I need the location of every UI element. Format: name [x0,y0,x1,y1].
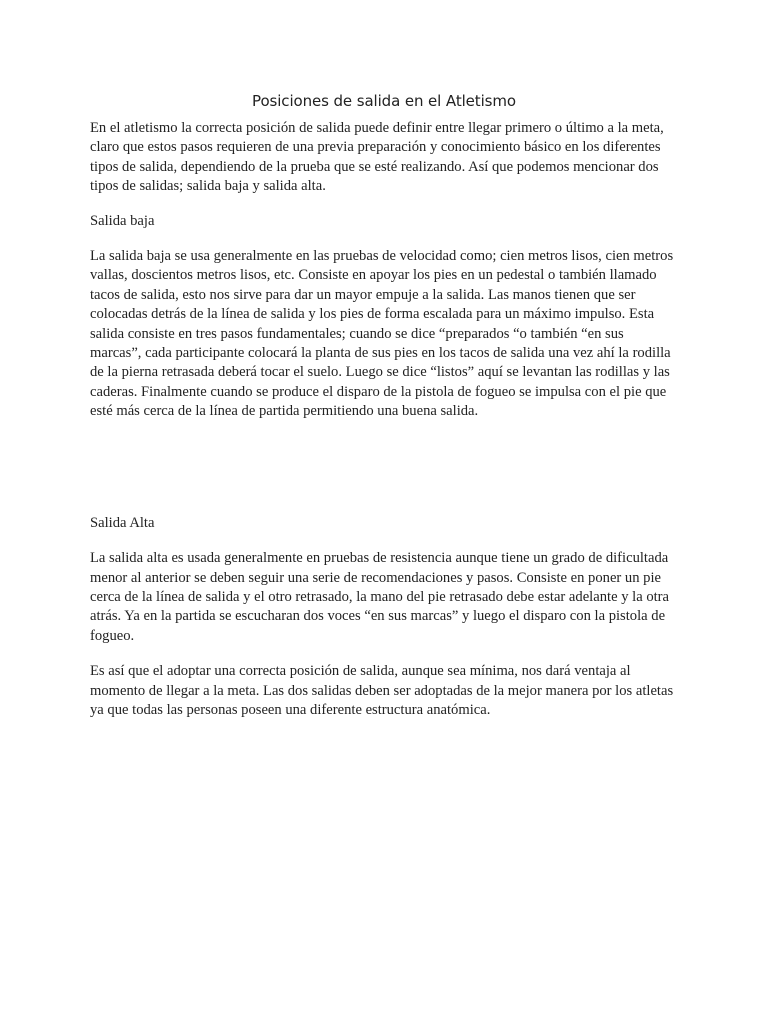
document-page [90,92,678,720]
spacer [90,533,678,549]
section-heading-salida-baja: Salida baja [90,212,155,229]
spacer [90,422,678,514]
document-title: Posiciones de salida en el Atletismo [252,92,516,110]
section-heading-salida-alta: Salida Alta [90,514,155,531]
spacer [90,197,678,212]
spacer [90,231,678,247]
salida-baja-paragraph: La salida baja se usa generalmente en las pruebas de velocidad como; cien metros lisos, cien metros vallas, doscientos metros lisos, etc. Consiste en apoyar los pies en un pedestal o también llamado tacos de salida, esto nos sirve para dar un mayor empuje a la salida. Las manos tienen que ser colocadas detrás de la línea de salida y los pies de forma escalada para un máximo impulso. Esta salida consiste en tres pasos fundamentales; cuando se dice “preparados “o también “en sus marcas”, cada participante colocará la planta de sus pies en los tacos de salida una vez ahí la rodilla de la pierna retrasada deberá tocar el suelo. Luego se dice “listos” aquí se levantan las rodillas y las caderas. Finalmente cuando se produce el disparo de la pistola de fogueo se impulsa con el pie que esté más cerca de la línea de partida permitiendo una buena salida. [90,248,674,420]
intro-paragraph: En el atletismo la correcta posición de salida puede definir entre llegar primero o último a la meta, claro que estos pasos requieren de una previa preparación y conocimiento básico en los diferentes tipos de salida, dependiendo de la prueba que se esté realizando. Así que podemos mencionar dos tipos de salidas; salida baja y salida alta. [90,120,664,195]
salida-alta-paragraph: La salida alta es usada generalmente en pruebas de resistencia aunque tiene un grado de dificultada menor al anterior se deben seguir una serie de recomendaciones y pasos. Consiste en poner un pie cerca de la línea de salida y el otro retrasado, la mano del pie retrasado debe estar adelante y la otra atrás. Ya en la partida se escucharan dos voces “en sus marcas” y luego el disparo con la pistola de fogueo. [90,550,670,644]
spacer [90,646,678,662]
conclusion-paragraph: Es así que el adoptar una correcta posición de salida, aunque sea mínima, nos dará ventaja al momento de llegar a la meta. Las dos salidas deben ser adoptadas de la mejor manera por los atletas ya que todas las personas poseen una diferente estructura anatómica. [90,663,674,718]
